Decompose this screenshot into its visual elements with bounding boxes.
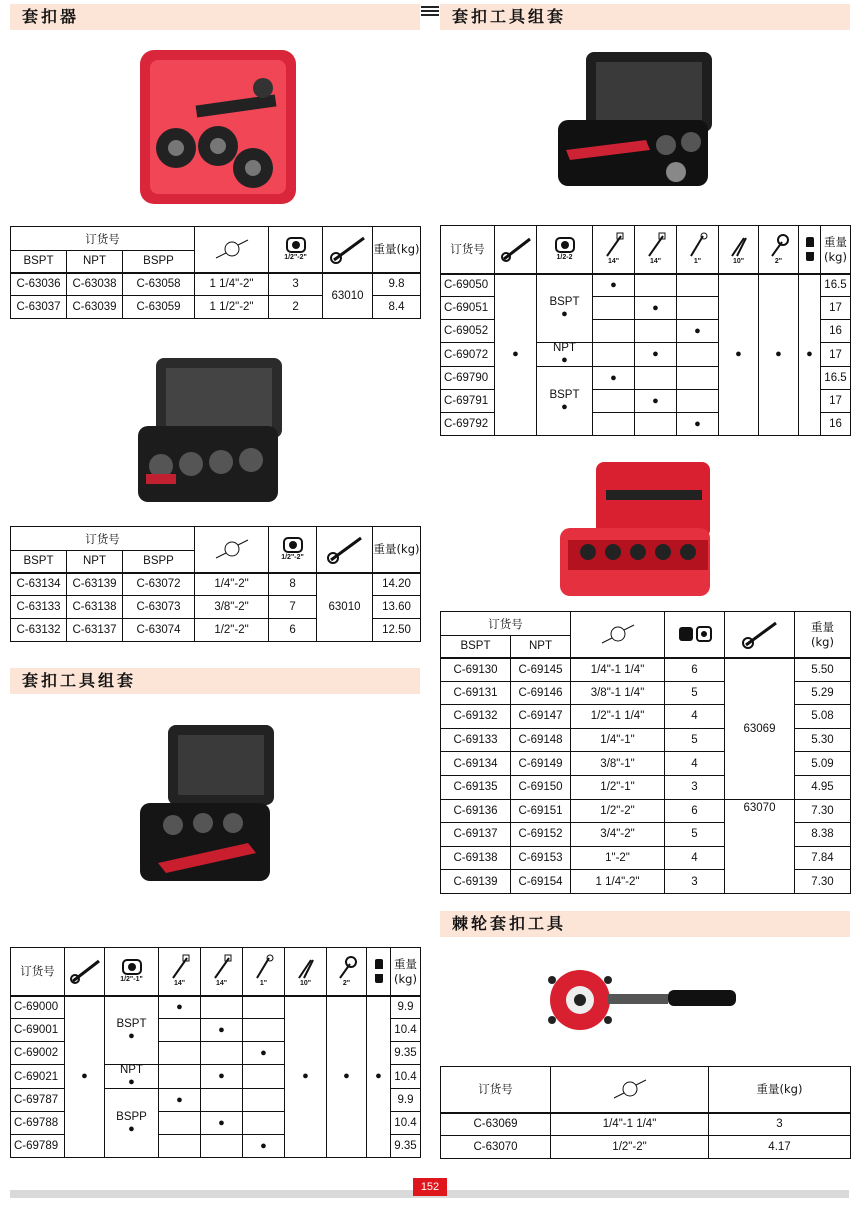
- table-cell: 9.35: [391, 1042, 421, 1065]
- table-cell: 16.5: [821, 367, 851, 390]
- header-order-no: 订货号: [11, 948, 65, 996]
- table-cell: 12.50: [373, 619, 421, 642]
- ratchet-handle-icon: [323, 227, 373, 273]
- table-cell: C-63072: [123, 573, 195, 596]
- dot-mark: ●: [159, 996, 201, 1019]
- dot-mark: ●: [201, 1019, 243, 1042]
- table-cell: C-63132: [11, 619, 67, 642]
- table-cell: 4.17: [709, 1136, 851, 1159]
- header-order-no: 订货号: [11, 227, 195, 251]
- table-cell: 63010: [323, 273, 373, 319]
- table-cell: C-69002: [11, 1042, 65, 1065]
- die-head-icon: [269, 227, 323, 273]
- table-cell: C-63037: [11, 296, 67, 319]
- header-npt: NPT: [67, 551, 123, 573]
- die-head-icon: [537, 226, 593, 274]
- header-order-no: 订货号: [441, 226, 495, 274]
- type-label: BSPT: [116, 1018, 147, 1031]
- table-cell: C-69791: [441, 390, 495, 413]
- table-cell: C-69051: [441, 297, 495, 320]
- size-label: 2": [774, 258, 783, 266]
- table-ratchet-set: [440, 611, 851, 894]
- dot-mark: ●: [677, 320, 719, 343]
- table-cell: 6: [665, 799, 725, 823]
- table-cell: C-69131: [441, 681, 511, 705]
- table-cell: 1"-2": [571, 846, 665, 870]
- table-cell: 5: [665, 823, 725, 847]
- table-cell: 16.5: [821, 274, 851, 297]
- size-label: 10": [732, 258, 745, 266]
- product-photo-black-case-2: [138, 723, 278, 883]
- header-bspp: BSPP: [123, 251, 195, 273]
- dot-mark: ●: [128, 1123, 135, 1135]
- table-cell: 9.8: [373, 273, 421, 296]
- table-cell: 1/4"-2": [195, 573, 269, 596]
- header-bspt: BSPT: [441, 636, 511, 658]
- product-photo-red-case-2: [558, 460, 718, 600]
- table-cell: 7.30: [795, 799, 851, 823]
- table-cell: 1 1/4"-2": [195, 273, 269, 296]
- pipe-wrench-icon: [635, 226, 677, 274]
- table-cell: C-69147: [511, 705, 571, 729]
- table-cell: 13.60: [373, 596, 421, 619]
- header-weight: 重量(kg): [373, 227, 421, 273]
- table-cell: 8.38: [795, 823, 851, 847]
- table-cell: C-69139: [441, 870, 511, 894]
- pliers-icon: [719, 226, 759, 274]
- type-cell: [105, 996, 159, 1065]
- table-tool-set-right: [440, 225, 851, 436]
- table-cell: C-69150: [511, 775, 571, 799]
- table-die-stock-1: [10, 226, 421, 319]
- ratchet-handle-icon: [65, 948, 105, 996]
- table-cell: 5: [665, 728, 725, 752]
- type-cell: [105, 1089, 159, 1158]
- table-cell: C-69787: [11, 1089, 65, 1112]
- dot-mark: ●: [635, 390, 677, 413]
- ratchet-handle-icon: [725, 612, 795, 658]
- table-cell: C-63134: [11, 573, 67, 596]
- table-cell: C-69138: [441, 846, 511, 870]
- dot-mark: ●: [593, 274, 635, 297]
- table-cell: 6: [269, 619, 317, 642]
- header-weight: [391, 948, 421, 996]
- header-bspt: BSPT: [11, 251, 67, 273]
- pipe-cutter-icon: [243, 948, 285, 996]
- table-cell: 9.35: [391, 1135, 421, 1158]
- dot-mark: ●: [677, 413, 719, 436]
- table-cell: 1/4"-1": [571, 728, 665, 752]
- table-cell: C-69021: [11, 1065, 65, 1089]
- dot-mark: ●: [128, 1076, 135, 1088]
- dot-mark: ●: [367, 996, 391, 1158]
- table-cell: 1/2"-2": [195, 619, 269, 642]
- pipe-reamer-icon: [759, 226, 799, 274]
- header-order-no: 订货号: [441, 612, 571, 636]
- pipe-wrench-icon: [593, 226, 635, 274]
- table-cell: C-69136: [441, 799, 511, 823]
- section-title-tool-set-right: 套扣工具组套: [440, 4, 850, 30]
- header-npt: NPT: [511, 636, 571, 658]
- product-photo-ratchet: [540, 960, 740, 1040]
- table-cell: 9.9: [391, 1089, 421, 1112]
- dot-mark: ●: [593, 367, 635, 390]
- dot-mark: ●: [561, 308, 568, 321]
- weight-label: 重量: [811, 620, 834, 635]
- type-cell: [537, 367, 593, 436]
- table-cell: 3: [665, 870, 725, 894]
- menu-icon: [421, 6, 439, 18]
- pipe-wrench-icon: [159, 948, 201, 996]
- table-cell: 4: [665, 846, 725, 870]
- page-number: 152: [413, 1178, 447, 1196]
- dot-mark: ●: [561, 401, 568, 413]
- header-weight: [795, 612, 851, 658]
- table-cell: 1/2"-1 1/4": [571, 705, 665, 729]
- table-cell: 3/8"-1": [571, 752, 665, 776]
- header-weight: 重量(kg): [373, 527, 421, 573]
- dot-mark: ●: [243, 1042, 285, 1065]
- table-cell: 3: [269, 273, 323, 296]
- dot-mark: ●: [201, 1112, 243, 1135]
- table-cell: C-63137: [67, 619, 123, 642]
- pipe-size-icon: [571, 612, 665, 658]
- table-cell: 1/4"-1 1/4": [571, 658, 665, 682]
- dot-mark: ●: [635, 343, 677, 367]
- table-cell: C-63039: [67, 296, 123, 319]
- table-cell: 4: [665, 705, 725, 729]
- product-photo-black-case-3: [556, 50, 716, 190]
- table-cell: C-63059: [123, 296, 195, 319]
- table-cell: 1/2"-2": [551, 1136, 709, 1159]
- table-cell: C-63138: [67, 596, 123, 619]
- table-cell: 10.4: [391, 1065, 421, 1089]
- table-cell: C-69153: [511, 846, 571, 870]
- header-weight: 重量(kg): [709, 1067, 851, 1113]
- table-cell: C-69151: [511, 799, 571, 823]
- table-cell: 10.4: [391, 1112, 421, 1135]
- table-cell: C-63074: [123, 619, 195, 642]
- table-cell: C-69788: [11, 1112, 65, 1135]
- pliers-icon: [285, 948, 327, 996]
- table-cell: C-63133: [11, 596, 67, 619]
- oil-bottle-icon: [367, 948, 391, 996]
- table-cell: 1 1/2"-2": [195, 296, 269, 319]
- type-cell: [105, 1065, 159, 1089]
- dot-mark: ●: [719, 274, 759, 436]
- table-cell: C-69133: [441, 728, 511, 752]
- die-head-icon: [105, 948, 159, 996]
- header-order-no: 订货号: [11, 527, 195, 551]
- dot-mark: ●: [561, 354, 568, 366]
- table-cell: C-63070: [441, 1136, 551, 1159]
- header-bspt: BSPT: [11, 551, 67, 573]
- type-label: NPT: [120, 1064, 143, 1076]
- size-label: 10": [299, 980, 312, 988]
- pipe-wrench-icon: [201, 948, 243, 996]
- header-npt: NPT: [67, 251, 123, 273]
- table-cell: 4: [665, 752, 725, 776]
- pipe-size-icon: [195, 527, 269, 573]
- table-cell: C-69790: [441, 367, 495, 390]
- table-cell: 17: [821, 390, 851, 413]
- table-cell: 8: [269, 573, 317, 596]
- dot-mark: ●: [495, 274, 537, 436]
- table-cell: 63069: [725, 658, 795, 800]
- table-cell: 3/4"-2": [571, 823, 665, 847]
- table-cell: 10.4: [391, 1019, 421, 1042]
- die-head-icon: [269, 527, 317, 573]
- table-cell: 5: [665, 681, 725, 705]
- table-cell: C-63069: [441, 1113, 551, 1136]
- dot-mark: ●: [128, 1030, 135, 1043]
- weight-unit: (kg): [824, 250, 847, 265]
- table-cell: 7: [269, 596, 317, 619]
- table-cell: 7.84: [795, 846, 851, 870]
- pipe-size-icon: [551, 1067, 709, 1113]
- table-cell: 1/2"-1": [571, 775, 665, 799]
- dot-mark: ●: [159, 1089, 201, 1112]
- header-order-no: 订货号: [441, 1067, 551, 1113]
- table-cell: C-69000: [11, 996, 65, 1019]
- table-cell: 3: [709, 1113, 851, 1136]
- table-cell: 17: [821, 297, 851, 320]
- table-cell: 5.29: [795, 681, 851, 705]
- dot-mark: ●: [243, 1135, 285, 1158]
- table-cell: 1/4"-1 1/4": [551, 1113, 709, 1136]
- dot-mark: ●: [759, 274, 799, 436]
- pipe-size-icon: [195, 227, 269, 273]
- die-set-icon: [665, 612, 725, 658]
- table-cell: 63070: [725, 799, 795, 893]
- table-cell: C-63036: [11, 273, 67, 296]
- ratchet-handle-icon: [495, 226, 537, 274]
- table-cell: C-69052: [441, 320, 495, 343]
- table-cell: C-69135: [441, 775, 511, 799]
- size-label: 1": [693, 258, 702, 266]
- dot-mark: ●: [327, 996, 367, 1158]
- size-label: 14": [215, 980, 228, 988]
- type-label: BSPT: [549, 296, 580, 309]
- table-cell: C-69132: [441, 705, 511, 729]
- pipe-cutter-icon: [677, 226, 719, 274]
- type-label: NPT: [553, 342, 576, 354]
- section-title-tool-set-left: 套扣工具组套: [10, 668, 420, 694]
- table-cell: 3: [665, 775, 725, 799]
- table-cell: 6: [665, 658, 725, 682]
- pipe-reamer-icon: [327, 948, 367, 996]
- table-cell: 5.30: [795, 728, 851, 752]
- size-label: 14": [173, 980, 186, 988]
- table-cell: 2: [269, 296, 323, 319]
- table-cell: 5.50: [795, 658, 851, 682]
- table-cell: 3/8"-1 1/4": [571, 681, 665, 705]
- section-title-die-stock: 套扣器: [10, 4, 420, 30]
- type-cell: [537, 274, 593, 343]
- table-cell: 17: [821, 343, 851, 367]
- dot-mark: ●: [201, 1065, 243, 1089]
- weight-unit: (kg): [811, 635, 834, 650]
- header-bspp: BSPP: [123, 551, 195, 573]
- dot-mark: ●: [285, 996, 327, 1158]
- weight-unit: (kg): [394, 972, 417, 987]
- table-cell: C-69050: [441, 274, 495, 297]
- size-label: 2": [342, 980, 351, 988]
- table-cell: C-69149: [511, 752, 571, 776]
- table-cell: C-69137: [441, 823, 511, 847]
- type-cell: [537, 343, 593, 367]
- table-cell: 8.4: [373, 296, 421, 319]
- product-photo-red-case: [138, 48, 298, 208]
- table-cell: C-63058: [123, 273, 195, 296]
- size-label: 1": [259, 980, 268, 988]
- dot-mark: ●: [799, 274, 821, 436]
- weight-label: 重量: [824, 235, 847, 250]
- table-cell: C-69134: [441, 752, 511, 776]
- table-cell: C-69148: [511, 728, 571, 752]
- die-range-label: 1/2-2: [556, 254, 573, 262]
- table-cell: 4.95: [795, 775, 851, 799]
- table-cell: C-69792: [441, 413, 495, 436]
- table-tool-set-left: [10, 947, 421, 1158]
- table-cell: C-69072: [441, 343, 495, 367]
- dot-mark: ●: [635, 297, 677, 320]
- table-cell: 5.08: [795, 705, 851, 729]
- table-cell: 3/8"-2": [195, 596, 269, 619]
- table-cell: C-69145: [511, 658, 571, 682]
- die-range-label: 1/2"-2": [281, 554, 304, 562]
- table-cell: 5.09: [795, 752, 851, 776]
- type-label: BSPT: [549, 389, 580, 401]
- table-cell: 63010: [317, 573, 373, 642]
- die-range-label: 1/2"-1": [120, 976, 143, 984]
- table-cell: C-69001: [11, 1019, 65, 1042]
- table-cell: 16: [821, 413, 851, 436]
- ratchet-handle-icon: [317, 527, 373, 573]
- weight-label: 重量: [394, 957, 417, 972]
- table-cell: 1/2"-2": [571, 799, 665, 823]
- table-cell: C-63073: [123, 596, 195, 619]
- product-photo-black-case-1: [136, 356, 286, 506]
- oil-bottle-icon: [799, 226, 821, 274]
- die-range-label: 1/2"-2": [284, 254, 307, 262]
- table-cell: C-69146: [511, 681, 571, 705]
- table-cell: C-69789: [11, 1135, 65, 1158]
- table-cell: C-63139: [67, 573, 123, 596]
- size-label: 14": [649, 258, 662, 266]
- table-cell: 7.30: [795, 870, 851, 894]
- table-cell: 16: [821, 320, 851, 343]
- type-label: BSPP: [116, 1111, 147, 1123]
- table-cell: C-69130: [441, 658, 511, 682]
- table-cell: 1 1/4"-2": [571, 870, 665, 894]
- dot-mark: ●: [65, 996, 105, 1158]
- table-die-stock-2: [10, 526, 421, 642]
- section-title-ratchet-die: 棘轮套扣工具: [440, 911, 850, 937]
- table-cell: C-63038: [67, 273, 123, 296]
- size-label: 14": [607, 258, 620, 266]
- table-cell: C-69154: [511, 870, 571, 894]
- table-cell: C-69152: [511, 823, 571, 847]
- table-cell: 14.20: [373, 573, 421, 596]
- table-ratchet-die: [440, 1066, 851, 1159]
- header-weight: [821, 226, 851, 274]
- table-cell: 9.9: [391, 996, 421, 1019]
